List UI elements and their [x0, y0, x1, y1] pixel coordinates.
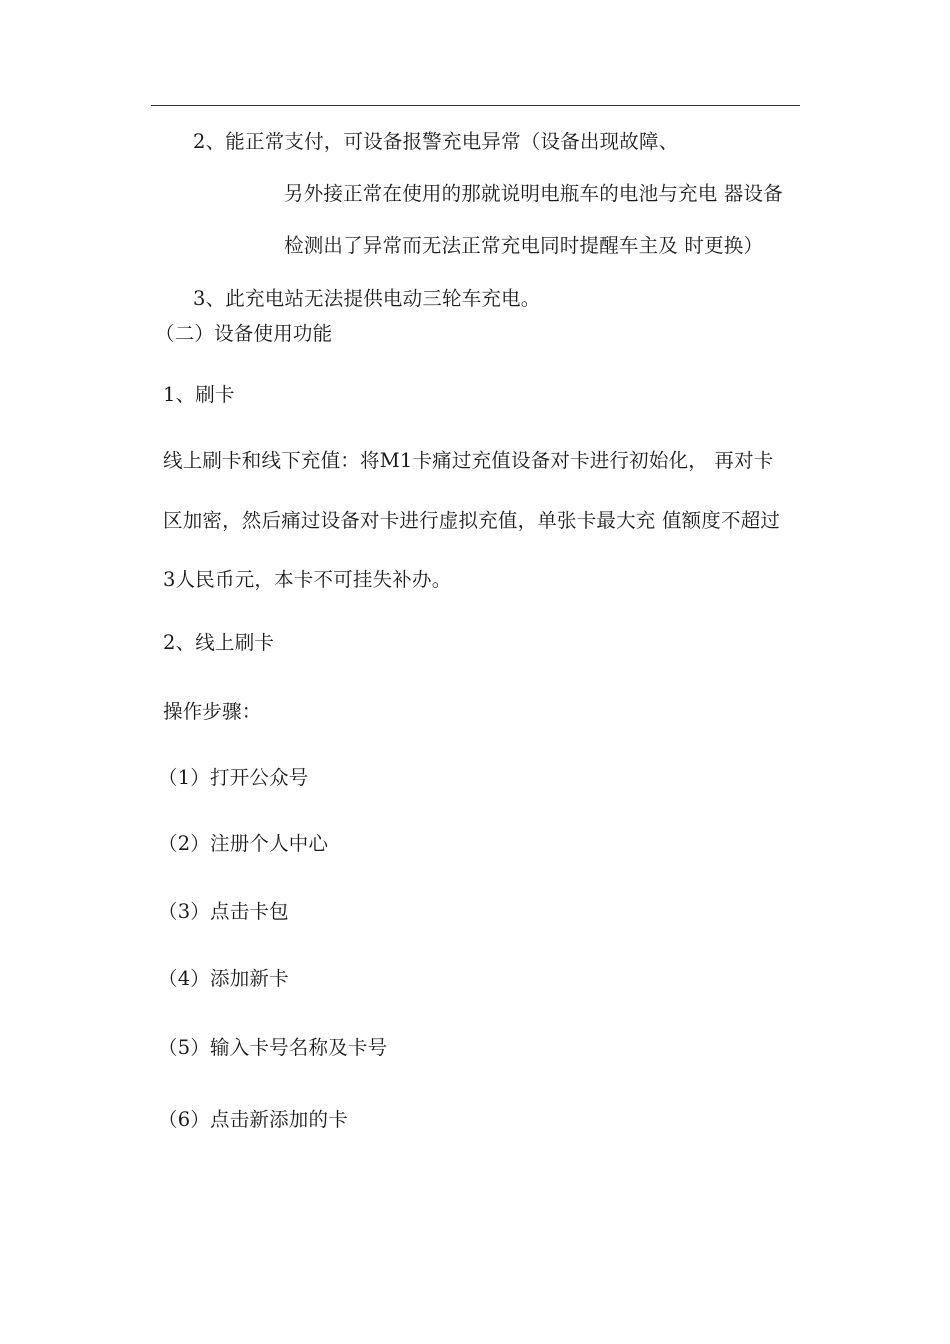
step-item: （5）输入卡号名称及卡号 — [158, 1036, 388, 1059]
paragraph-line: 3人民币元，本卡不可挂失补办。 — [163, 568, 452, 591]
subsection-heading: 1、刷卡 — [163, 383, 235, 406]
step-item: （3）点击卡包 — [158, 900, 289, 923]
step-item: （2）注册个人中心 — [158, 832, 329, 855]
step-item: （6）点击新添加的卡 — [158, 1108, 348, 1131]
paragraph-line: 另外接正常在使用的那就说明电瓶车的电池与充电 器设备 — [284, 182, 783, 205]
section-heading: （二）设备使用功能 — [155, 322, 333, 345]
subsection-heading: 2、线上刷卡 — [163, 631, 275, 654]
step-item: （4）添加新卡 — [158, 967, 289, 990]
paragraph-line: 区加密，然后痛过设备对卡进行虚拟充值，单张卡最大充 值额度不超过 — [163, 509, 781, 532]
steps-label: 操作步骤： — [163, 700, 262, 723]
paragraph-line: 线上刷卡和线下充值：将M1卡痛过充值设备对卡进行初始化， 再对卡 — [163, 449, 774, 472]
paragraph-line: 3、此充电站无法提供电动三轮车充电。 — [193, 287, 541, 310]
step-item: （1）打开公众号 — [158, 766, 309, 789]
paragraph-line: 2、能正常支付，可设备报警充电异常（设备出现故障、 — [193, 130, 679, 153]
paragraph-line: 检测出了异常而无法正常充电同时提醒车主及 时更换） — [284, 234, 764, 257]
header-rule — [151, 105, 800, 106]
